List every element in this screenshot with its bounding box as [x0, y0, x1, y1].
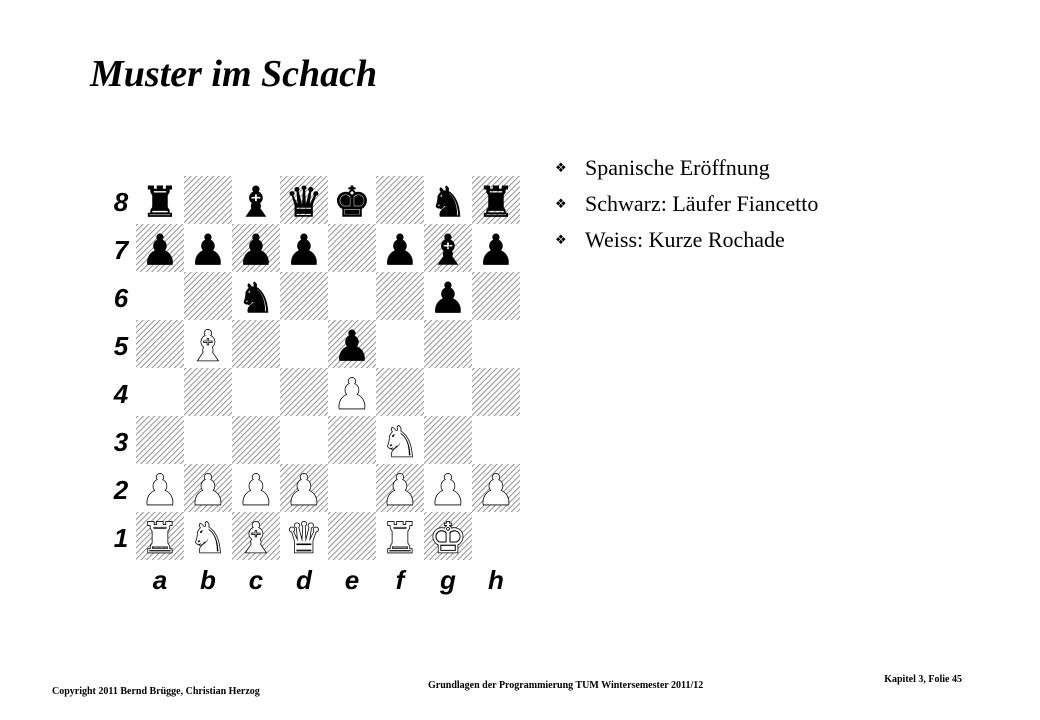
file-label: h: [488, 565, 504, 595]
white-pawn-icon: ♟: [189, 465, 227, 515]
white-bishop-icon: ♝: [189, 321, 227, 371]
white-pawn-icon: ♟: [333, 369, 371, 419]
rank-label: 8: [113, 187, 129, 217]
bullet-item: [555, 222, 818, 258]
white-pawn-icon: ♟: [477, 465, 515, 515]
file-label: f: [395, 565, 405, 595]
four-diamond-icon: ❖: [555, 196, 567, 211]
board-square-g5: [424, 320, 472, 368]
board-square-f5: [376, 320, 424, 368]
file-label: g: [440, 565, 456, 595]
board-square-b8: [184, 176, 232, 224]
rank-label: 3: [113, 427, 129, 457]
board-square-d5: [280, 320, 328, 368]
board-square-d6: [280, 272, 328, 320]
black-bishop-icon: ♝: [429, 225, 467, 275]
board-square-e6: [328, 272, 376, 320]
black-pawn-icon: ♟: [141, 225, 179, 275]
bullet-item: [555, 150, 818, 186]
board-square-c5: [232, 320, 280, 368]
four-diamond-icon: ❖: [555, 160, 567, 175]
board-square-f8: [376, 176, 424, 224]
bullet-list: [555, 150, 818, 258]
file-label: b: [200, 565, 216, 595]
board-square-f6: [376, 272, 424, 320]
rank-label: 1: [113, 523, 129, 553]
white-pawn-icon: ♟: [429, 465, 467, 515]
board-square-e7: [328, 224, 376, 272]
black-pawn-icon: ♟: [477, 225, 515, 275]
black-rook-icon: ♜: [477, 177, 515, 227]
footer-course: Grundlagen der Programmierung TUM Wintersemester 2011/12: [428, 680, 704, 691]
white-pawn-icon: ♟: [381, 465, 419, 515]
board-square-c3: [232, 416, 280, 464]
white-knight-icon: ♞: [189, 513, 227, 563]
four-diamond-icon: ❖: [555, 232, 567, 247]
black-pawn-icon: ♟: [333, 321, 371, 371]
board-square-h1: [472, 512, 520, 560]
bullet-text: Weiss: Kurze Rochade: [585, 227, 785, 252]
slide-title: Muster im Schach: [90, 53, 378, 95]
bullet-item: [555, 186, 818, 222]
board-square-d3: [280, 416, 328, 464]
board-square-f4: [376, 368, 424, 416]
rank-label: 2: [113, 475, 129, 505]
white-queen-icon: ♛: [285, 513, 323, 563]
black-queen-icon: ♛: [285, 177, 323, 227]
black-king-icon: ♚: [333, 177, 371, 227]
white-bishop-icon: ♝: [237, 513, 275, 563]
white-pawn-icon: ♟: [237, 465, 275, 515]
board-square-a3: [136, 416, 184, 464]
rank-label: 5: [113, 331, 129, 361]
board-square-e2: [328, 464, 376, 512]
rank-label: 4: [113, 379, 129, 409]
black-knight-icon: ♞: [237, 273, 275, 323]
board-square-d4: [280, 368, 328, 416]
file-label: e: [344, 565, 360, 595]
black-knight-icon: ♞: [429, 177, 467, 227]
board-square-b6: [184, 272, 232, 320]
white-rook-icon: ♜: [141, 513, 179, 563]
board-square-h6: [472, 272, 520, 320]
bullet-text: Schwarz: Läufer Fiancetto: [585, 191, 819, 216]
board-square-h5: [472, 320, 520, 368]
board-square-e3: [328, 416, 376, 464]
board-square-a4: [136, 368, 184, 416]
black-pawn-icon: ♟: [189, 225, 227, 275]
bullet-text: Spanische Eröffnung: [585, 155, 770, 180]
white-rook-icon: ♜: [381, 513, 419, 563]
black-pawn-icon: ♟: [285, 225, 323, 275]
footer-slide-ref: Kapitel 3, Folie 45: [884, 674, 962, 685]
black-rook-icon: ♜: [141, 177, 179, 227]
file-label: c: [248, 565, 264, 595]
black-pawn-icon: ♟: [237, 225, 275, 275]
black-pawn-icon: ♟: [381, 225, 419, 275]
black-pawn-icon: ♟: [429, 273, 467, 323]
chess-board: [108, 168, 528, 595]
board-square-b3: [184, 416, 232, 464]
board-square-g4: [424, 368, 472, 416]
board-square-g3: [424, 416, 472, 464]
white-knight-icon: ♞: [381, 417, 419, 467]
board-square-e1: [328, 512, 376, 560]
white-king-icon: ♚: [429, 513, 467, 563]
white-pawn-icon: ♟: [141, 465, 179, 515]
footer-copyright: Copyright 2011 Bernd Brügge, Christian Herzog: [52, 686, 260, 697]
board-square-h3: [472, 416, 520, 464]
rank-label: 6: [113, 283, 129, 313]
chess-board-graphic: [108, 168, 528, 595]
white-pawn-icon: ♟: [285, 465, 323, 515]
board-square-a5: [136, 320, 184, 368]
rank-label: 7: [113, 235, 129, 265]
file-label: a: [152, 565, 168, 595]
board-square-c4: [232, 368, 280, 416]
board-square-h4: [472, 368, 520, 416]
board-square-b4: [184, 368, 232, 416]
black-bishop-icon: ♝: [237, 177, 275, 227]
file-label: d: [296, 565, 312, 595]
board-square-a6: [136, 272, 184, 320]
